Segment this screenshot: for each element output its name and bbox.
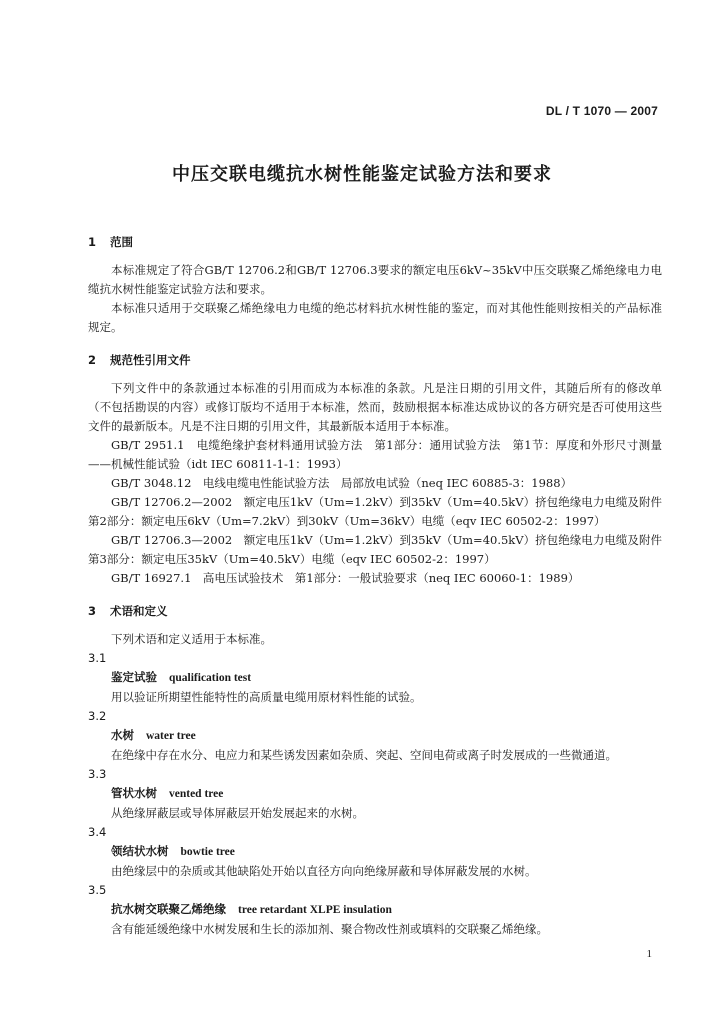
paragraph: 本标准只适用于交联聚乙烯绝缘电力电缆的绝芯材料抗水树性能的鉴定，而对其他性能则按相关的产品标准规定。: [88, 301, 662, 334]
term-cn: 鉴定试验: [111, 670, 157, 684]
term-heading: [88, 726, 662, 746]
term-cn: 管状水树: [111, 786, 157, 800]
document-title: 中压交联电缆抗水树性能鉴定试验方法和要求: [172, 164, 552, 185]
section-title: 范围: [110, 235, 133, 249]
term-number: 3.1: [88, 651, 107, 665]
paragraph: 本标准规定了符合GB/T 12706.2和GB/T 12706.3要求的额定电压6kV~35kV中压交联聚乙烯绝缘电力电缆抗水树性能鉴定试验方法和要求。: [88, 263, 662, 296]
term-en: vented tree: [169, 788, 224, 800]
reference-item: GB/T 12706.3—2002 额定电压1kV（Um=1.2kV）到35kV（Um=40.5kV）挤包绝缘电力电缆及附件 第3部分：额定电压35kV（Um=40.5kV）电缆（eqv IEC 60502-2：1997）: [88, 533, 674, 566]
paragraph: 下列术语和定义适用于本标准。: [111, 632, 272, 646]
term-en: tree retardant XLPE insulation: [238, 904, 392, 916]
term-heading: [88, 842, 662, 862]
reference-item: GB/T 3048.12 电线电缆电性能试验方法 局部放电试验（neq IEC 60885-3：1988）: [111, 476, 573, 490]
term-number: 3.5: [88, 883, 107, 897]
reference-item: GB/T 2951.1 电缆绝缘护套材料通用试验方法 第1部分：通用试验方法 第1节：厚度和外形尺寸测量——机械性能试验（idt IEC 60811-1-1：1993）: [88, 438, 662, 471]
section-number: 3: [88, 604, 97, 618]
term-definition: 从绝缘屏蔽层或导体屏蔽层开始发展起来的水树。: [111, 806, 364, 820]
term-definition: 用以验证所期望性能特性的高质量电缆用原材料性能的试验。: [111, 690, 422, 704]
document-body: [88, 233, 674, 939]
term-en: bowtie tree: [180, 846, 235, 858]
term-en: qualification test: [169, 672, 252, 684]
standard-code: DL / T 1070 — 2007: [545, 104, 658, 118]
term-number: 3.3: [88, 767, 107, 781]
term-cn: 领结状水树: [111, 844, 169, 858]
term-cn: 抗水树交联聚乙烯绝缘: [111, 902, 226, 916]
term-number: 3.4: [88, 825, 107, 839]
term-cn: 水树: [111, 728, 134, 742]
term-heading: [88, 784, 662, 804]
term-en: water tree: [146, 730, 196, 742]
section-number: 2: [88, 353, 97, 367]
term-definition: 含有能延缓绝缘中水树发展和生长的添加剂、聚合物改性剂或填料的交联聚乙烯绝缘。: [111, 922, 548, 936]
term-definition: 在绝缘中存在水分、电应力和某些诱发因素如杂质、突起、空间电荷或离子时发展成的一些微通道。: [111, 748, 617, 762]
term-heading: [88, 668, 662, 688]
reference-item: GB/T 12706.2—2002 额定电压1kV（Um=1.2kV）到35kV（Um=40.5kV）挤包绝缘电力电缆及附件 第2部分：额定电压6kV（Um=7.2kV）到30kV（Um=36kV）电缆（eqv IEC 60502-2：1997）: [88, 495, 674, 528]
term-heading: [88, 900, 662, 920]
section-heading: [88, 351, 662, 370]
section-title: 术语和定义: [110, 604, 168, 618]
section-number: 1: [88, 235, 97, 249]
term-number: 3.2: [88, 709, 107, 723]
paragraph: 下列文件中的条款通过本标准的引用而成为本标准的条款。凡是注日期的引用文件，其随后所有的修改单（不包括勘误的内容）或修订版均不适用于本标准，然而，鼓励根据本标准达成协议的各方研究是否可使用这些文件的最新版本。凡是不注日期的引用文件，其最新版本适用于本标准。: [88, 381, 662, 433]
term-definition: 由绝缘层中的杂质或其他缺陷处开始以直径方向向绝缘屏蔽和导体屏蔽发展的水树。: [111, 864, 537, 878]
reference-item: GB/T 16927.1 高电压试验技术 第1部分：一般试验要求（neq IEC 60060-1：1989）: [111, 571, 580, 585]
section-heading: [88, 233, 662, 252]
page-number: 1: [646, 948, 652, 960]
section-title: 规范性引用文件: [110, 353, 191, 367]
section-heading: [88, 602, 662, 621]
